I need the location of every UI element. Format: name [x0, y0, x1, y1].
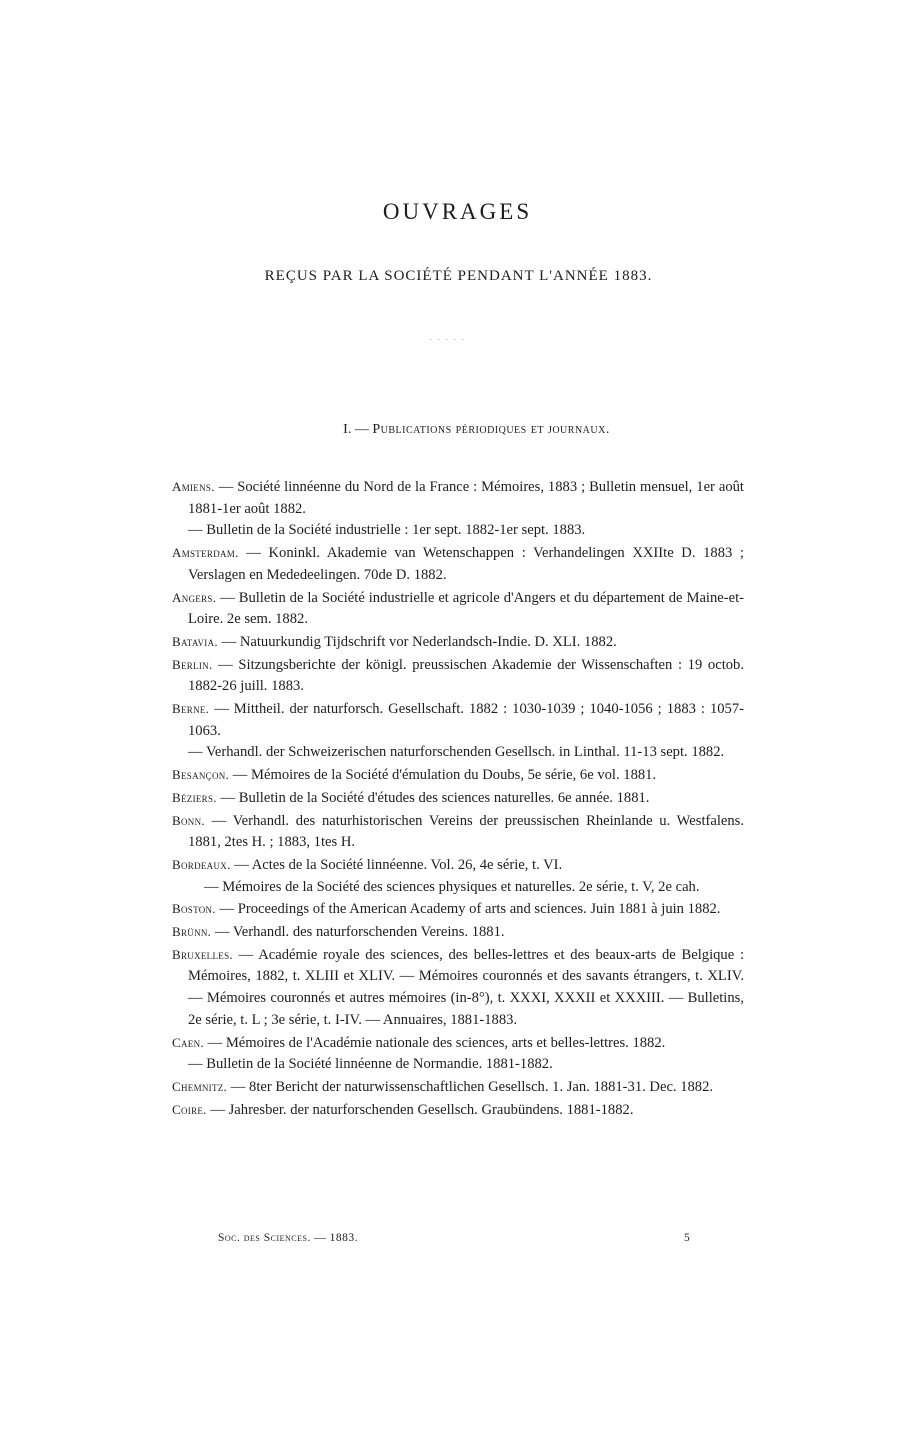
entry-city: Amiens. [172, 479, 215, 494]
entry-city: Besançon. [172, 767, 230, 783]
section-heading [0, 422, 915, 438]
list-item [172, 898, 744, 921]
subtitle-text: REÇUS PAR LA SOCIÉTÉ PENDANT L'ANNÉE 1883. [264, 268, 653, 284]
list-item [172, 587, 744, 631]
page-subtitle [0, 268, 915, 285]
entry-text: — Jahresber. der naturforschenden Gesellsch. Graubündens. 1881-1882. [210, 1101, 634, 1118]
entry-city: Berne. [172, 701, 210, 717]
entry-text: — Bulletin de la Société linnéenne de Normandie. 1881-1882. [188, 1056, 553, 1073]
list-item [172, 944, 744, 1032]
entry-text: — Bulletin de la Société d'études des sciences naturelles. 6e année. 1881. [220, 789, 650, 806]
entry-city: Chemnitz. [172, 1078, 228, 1094]
entry-city: Béziers. [172, 789, 217, 805]
entry-city: Coire. [172, 1101, 207, 1117]
entry-city: Bordeaux. [172, 856, 231, 872]
entry-text: — Société linnéenne du Nord de la France : Mémoires, 1883 ; Bulletin mensuel, 1er août 1881-1er août 1882. [188, 479, 744, 517]
list-item [172, 877, 744, 899]
list-item [172, 854, 744, 877]
list-item [172, 698, 744, 742]
list-item [172, 1076, 744, 1099]
list-item [172, 654, 744, 698]
entries-list [172, 476, 744, 1121]
entry-city: Caen. [172, 1034, 204, 1050]
entry-text: — Koninkl. Akademie van Wetenschappen : Verhandelingen XXIIte D. 1883 ; Verslagen en Mededeelingen. 70de D. 1882. [188, 545, 744, 583]
entry-text: — Verhandl. des naturforschenden Vereins. 1881. [214, 924, 505, 941]
entry-city: Angers. [172, 589, 217, 605]
entry-text: — Proceedings of the American Academy of arts and sciences. Juin 1881 à juin 1882. [219, 901, 721, 918]
entry-text: — Verhandl. der Schweizerischen naturforschenden Gesellsch. in Linthal. 11-13 sept. 1882. [188, 744, 725, 761]
entry-city: Bruxelles. [172, 946, 233, 962]
list-item [172, 542, 744, 586]
entry-city: Bonn. [172, 812, 205, 828]
list-item [172, 921, 744, 944]
entry-text: — Académie royale des sciences, des belles-lettres et des beaux-arts de Belgique : Mémoires, 1882, t. XLIII et XLIV. — Mémoires couronnés et des savants étrangers, t. XLIV. — Mémoires couronnés et autres mémoires (in-8°), t. XXXI, XXXII et XXXIII. — Bulletins, 2e série, t. L ; 3e série, t. I-IV. — Annuaires, 1881-1883. [188, 946, 744, 1028]
list-item [172, 764, 744, 787]
entry-text: — Mémoires de l'Académie nationale des sciences, arts et belles-lettres. 1882. [207, 1034, 666, 1051]
entry-text: — Verhandl. des naturhistorischen Vereins der preussischen Rheinlande u. Westfalens. 1881, 2tes H. ; 1883, 1tes H. [188, 812, 744, 851]
list-item [172, 787, 744, 810]
list-item [172, 1054, 744, 1076]
entry-city: Brünn. [172, 924, 212, 940]
list-item [172, 1032, 744, 1055]
list-item [172, 476, 744, 520]
entry-city: Batavia. [172, 633, 218, 649]
entry-text: — Actes de la Société linnéenne. Vol. 26, 4e série, t. VI. [234, 856, 563, 873]
entry-text: — Mittheil. der naturforsch. Gesellschaft. 1882 : 1030-1039 ; 1040-1056 ; 1883 : 1057-1063. [188, 701, 744, 739]
page-number: 5 [684, 1232, 690, 1244]
footer-signature [218, 1232, 358, 1244]
entry-city: Berlin. [172, 656, 213, 672]
section-title: Publications périodiques et journaux. [372, 422, 610, 437]
list-item [172, 742, 744, 764]
list-item [172, 1099, 744, 1122]
separator-dots: . . . . . [430, 333, 466, 342]
entry-text: — Sitzungsberichte der königl. preussischen Akademie der Wissenschaften : 19 octob. 1882-26 juill. 1883. [188, 656, 744, 695]
entry-city: Amsterdam. [172, 545, 239, 561]
list-item [172, 810, 744, 854]
entry-city: Boston. [172, 901, 216, 917]
footer-signature-text: Soc. des Sciences. — 1883. [218, 1232, 358, 1244]
list-item [172, 520, 744, 542]
section-number: I. — [343, 422, 369, 437]
entry-text: — Natuurkundig Tijdschrift vor Nederlandsch-Indie. D. XLI. 1882. [221, 633, 617, 650]
entry-text: — 8ter Bericht der naturwissenschaftlichen Gesellsch. 1. Jan. 1881-31. Dec. 1882. [230, 1078, 714, 1095]
entry-text: — Bulletin de la Société industrielle : 1er sept. 1882-1er sept. 1883. [188, 522, 586, 539]
entry-text: — Mémoires de la Société d'émulation du Doubs, 5e série, 6e vol. 1881. [232, 767, 657, 784]
entry-text: — Bulletin de la Société industrielle et agricole d'Angers et du département de Maine-et-Loire. 2e sem. 1882. [188, 589, 744, 628]
page-title: OUVRAGES [382, 199, 533, 224]
list-item [172, 631, 744, 654]
entry-text: — Mémoires de la Société des sciences physiques et naturelles. 2e série, t. V, 2e cah. [204, 878, 700, 895]
